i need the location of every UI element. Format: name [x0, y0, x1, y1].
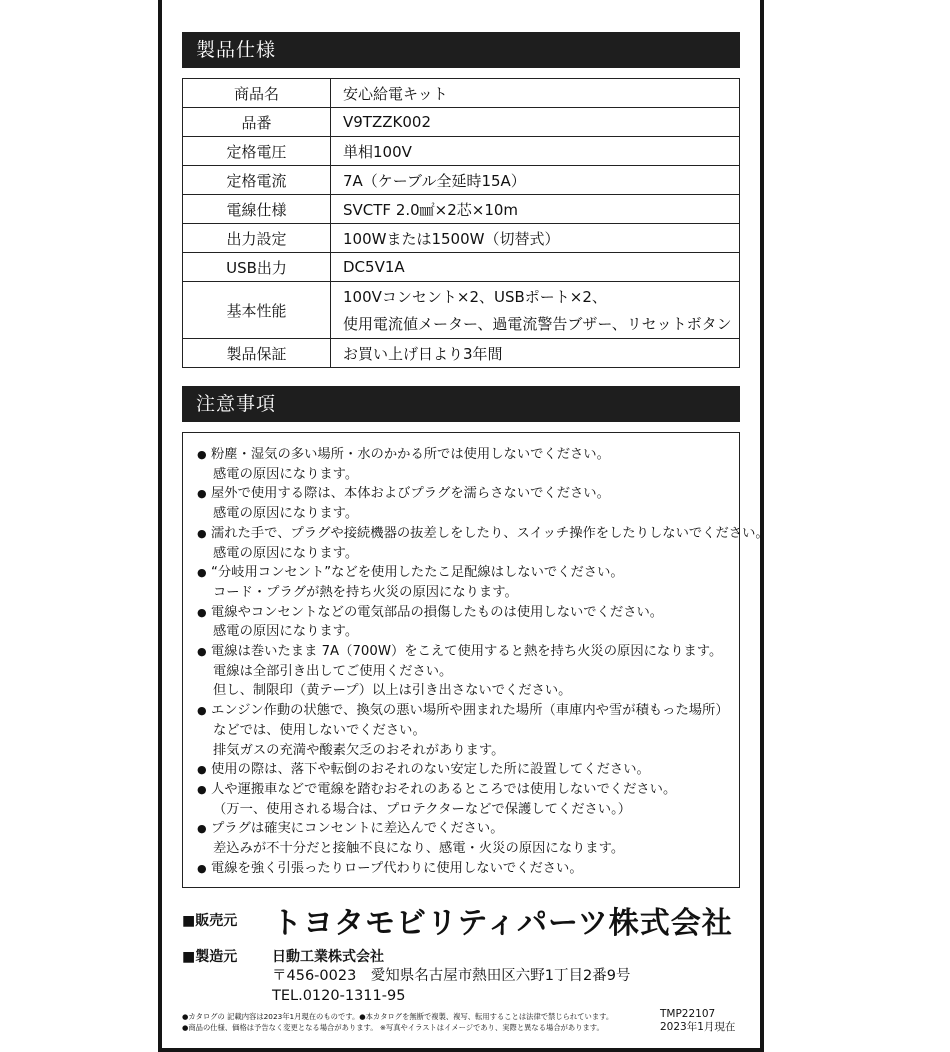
note-subtext: 感電の原因になります。: [213, 545, 359, 561]
spec-key: 定格電流: [183, 166, 331, 195]
maker-label: ■製造元: [182, 949, 238, 965]
spec-value: 安心給電キット: [331, 79, 740, 108]
maker-address: 〒456-0023 愛知県名古屋市熱田区六野1丁目2番9号: [272, 968, 631, 984]
note-item: [197, 819, 739, 858]
note-text: “分岐用コンセント”などを使用したたこ足配線はしないでください。: [211, 565, 624, 581]
footnote-line-2: ●商品の仕様、価格は予告なく変更となる場合があります。 ※写真やイラストはイメージであり、実際と異なる場合があります。: [182, 1022, 604, 1032]
bullet-icon: ●: [197, 526, 207, 540]
bullet-icon: ●: [197, 861, 207, 875]
spec-row: [183, 224, 740, 253]
note-text: 使用の際は、落下や転倒のおそれのない安定した所に設置してください。: [211, 762, 650, 778]
note-item: [197, 701, 739, 760]
spec-key: 出力設定: [183, 224, 331, 253]
bullet-icon: ●: [197, 782, 207, 796]
spec-value: 7A（ケーブル全延時15A）: [331, 166, 740, 195]
spec-row: [183, 137, 740, 166]
spec-key: 基本性能: [183, 282, 331, 339]
notes-header: 注意事項: [182, 386, 740, 422]
note-item: [197, 780, 739, 819]
note-text: 濡れた手で、プラグや接続機器の抜差しをしたり、スイッチ操作をしたりしないでください。: [211, 525, 769, 541]
note-subtext: 差込みが不十分だと接触不良になり、感電・火災の原因になります。: [213, 841, 625, 857]
note-text: 電線を強く引張ったりロープ代わりに使用しないでください。: [211, 860, 583, 876]
spec-row: [183, 79, 740, 108]
note-item: [197, 484, 739, 523]
bullet-icon: ●: [197, 487, 207, 501]
footnote: [182, 1012, 613, 1033]
note-subtext: コード・プラグが熱を持ち火災の原因になります。: [213, 584, 518, 600]
spec-key: 定格電圧: [183, 137, 331, 166]
note-subtext: などでは、使用しないでください。: [213, 722, 426, 738]
spec-key: USB出力: [183, 253, 331, 282]
note-text: 電線は巻いたまま 7A（700W）をこえて使用すると熱を持ち火災の原因になります。: [211, 644, 723, 660]
spec-value: [331, 282, 740, 339]
note-item: [197, 859, 739, 879]
note-item: [197, 563, 739, 602]
bullet-icon: ●: [197, 704, 207, 718]
maker-name: 日動工業株式会社: [272, 949, 384, 965]
note-item: [197, 603, 739, 642]
spec-value: DC5V1A: [331, 253, 740, 282]
doc-code: [660, 1008, 740, 1034]
bullet-icon: ●: [197, 566, 207, 580]
spec-row: [183, 253, 740, 282]
spec-value: 単相100V: [331, 137, 740, 166]
spec-value-line: 使用電流値メーター、過電流警告ブザー、リセットボタン: [343, 315, 732, 333]
maker-tel: TEL.0120-1311-95: [272, 988, 406, 1004]
spec-value: SVCTF 2.0㎟×2芯×10m: [331, 195, 740, 224]
note-item: [197, 445, 739, 484]
spec-value: お買い上げ日より3年間: [331, 339, 740, 368]
note-text: 電線やコンセントなどの電気部品の損傷したものは使用しないでください。: [211, 604, 664, 620]
note-text: 屋外で使用する際は、本体およびプラグを濡らさないでください。: [211, 486, 610, 502]
spec-row: [183, 108, 740, 137]
spec-table: [182, 78, 740, 368]
spec-row: [183, 282, 740, 339]
note-subtext: 感電の原因になります。: [213, 506, 359, 522]
spec-value: V9TZZK002: [331, 108, 740, 137]
seller-name: トヨタモビリティパーツ株式会社: [272, 906, 733, 941]
bullet-icon: ●: [197, 763, 207, 777]
note-text: エンジン作動の状態で、換気の悪い場所や囲まれた場所（車庫内や雪が積もった場所）: [211, 703, 729, 719]
doc-code-number: TMP22107: [660, 1008, 716, 1020]
spec-value: 100Wまたは1500W（切替式）: [331, 224, 740, 253]
spec-row: [183, 195, 740, 224]
note-item: [197, 642, 739, 701]
bullet-icon: ●: [197, 448, 207, 461]
bullet-icon: ●: [197, 605, 207, 619]
spec-row: [183, 339, 740, 368]
seller-label: ■販売元: [182, 913, 238, 929]
note-subtext: 電線は全部引き出してご使用ください。: [213, 663, 453, 679]
spec-row: [183, 166, 740, 195]
note-subtext: 排気ガスの充満や酸素欠乏のおそれがあります。: [213, 742, 505, 758]
leaflet-frame: [158, 0, 769, 1052]
spec-key: 商品名: [183, 79, 331, 108]
spec-header: 製品仕様: [182, 32, 740, 68]
spec-key: 電線仕様: [183, 195, 331, 224]
spec-key: 品番: [183, 108, 331, 137]
notes-list: [182, 432, 769, 888]
footnote-line-1: ●カタログの 記載内容は2023年1月現在のものです。●本カタログを無断で複製、複写、転用することは法律で禁じられています。: [182, 1012, 614, 1021]
note-text: プラグは確実にコンセントに差込んでください。: [211, 821, 504, 837]
maker-contact: [272, 966, 630, 1006]
bullet-icon: ●: [197, 822, 207, 836]
note-text: 粉塵・湿気の多い場所・水のかかる所では使用しないでください。: [211, 447, 610, 462]
note-subtext: 感電の原因になります。: [213, 624, 359, 640]
bullet-icon: ●: [197, 645, 207, 659]
note-subtext: （万一、使用される場合は、プロテクターなどで保護してください。）: [213, 801, 632, 817]
note-text: 人や運搬車などで電線を踏むおそれのあるところでは使用しないでください。: [211, 781, 677, 797]
spec-key: 製品保証: [183, 339, 331, 368]
note-item: [197, 524, 769, 563]
note-item: [197, 760, 739, 780]
note-subtext: 但し、制限印（黄テープ）以上は引き出さないでください。: [213, 683, 572, 699]
spec-value-line: 100Vコンセント×2、USBポート×2、: [343, 288, 607, 306]
note-subtext: 感電の原因になります。: [213, 466, 359, 482]
doc-code-date: 2023年1月現在: [660, 1021, 736, 1033]
